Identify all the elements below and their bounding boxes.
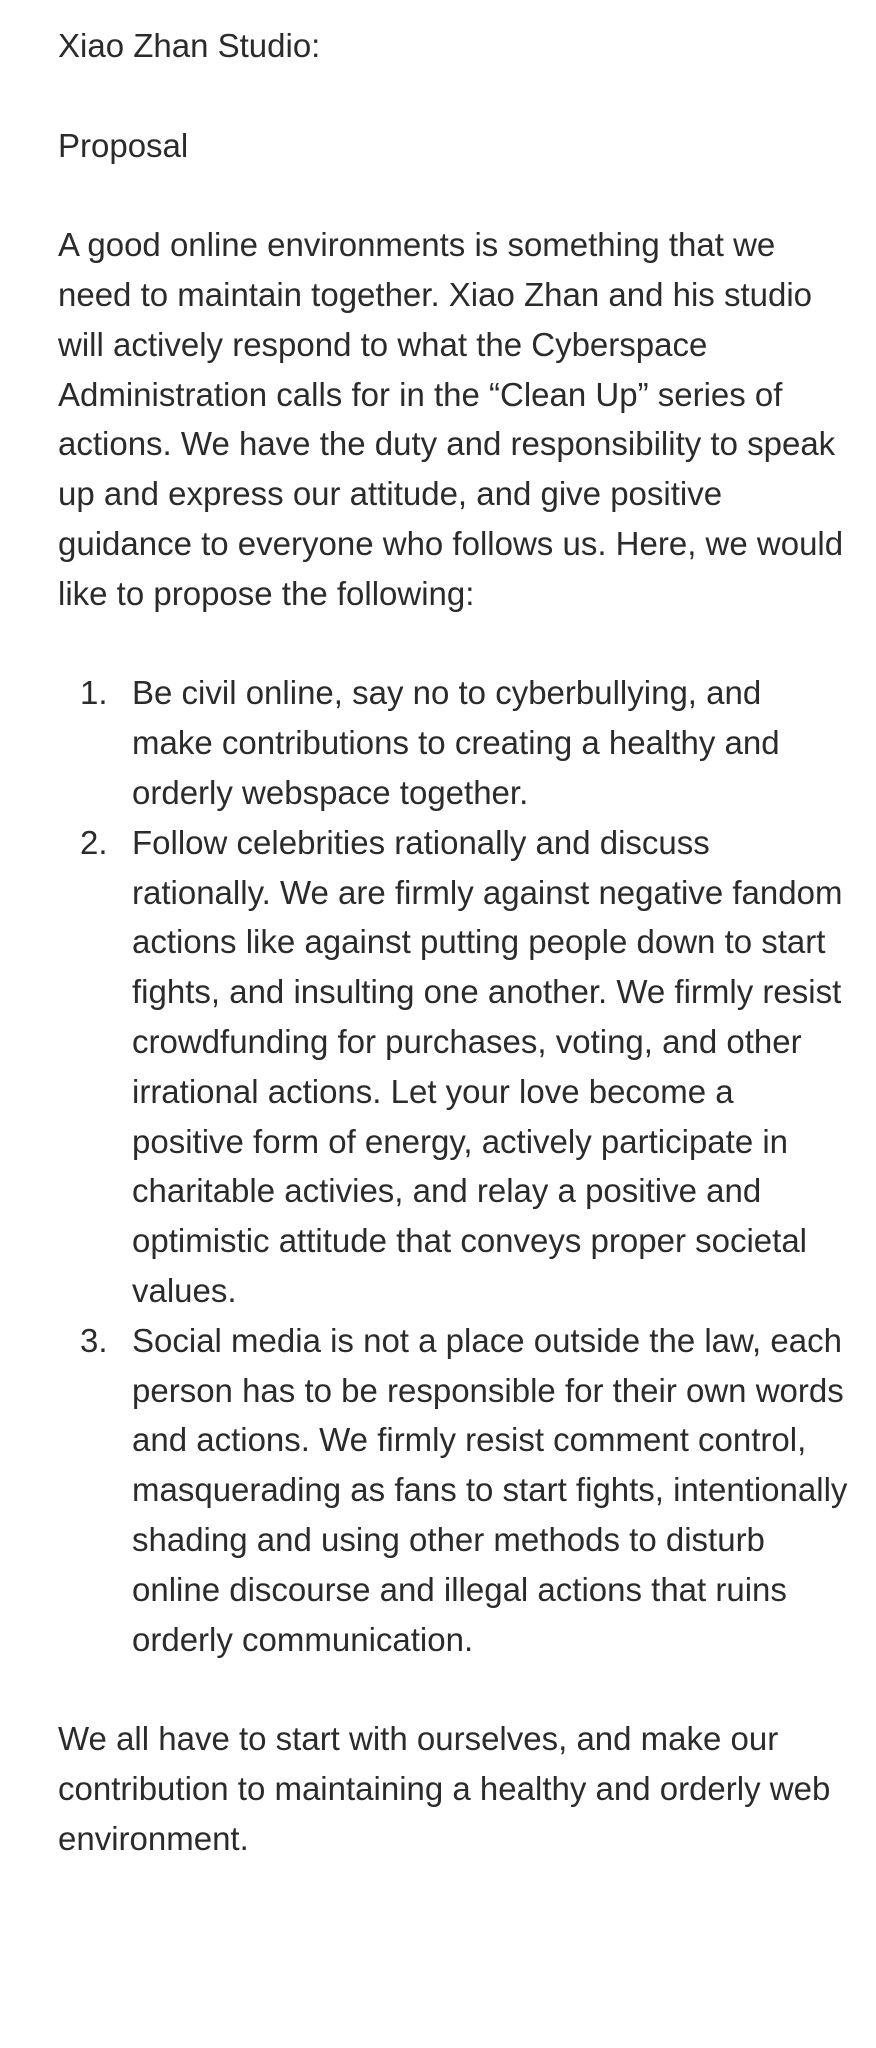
list-item (58, 668, 848, 817)
spacer (58, 619, 848, 669)
list-item (58, 1316, 848, 1665)
list-item-number: 1. (80, 674, 108, 712)
document-subheading: Proposal (58, 126, 189, 164)
proposal-document (58, 21, 848, 1863)
closing-paragraph: We all have to start with ourselves, and make our contribution to maintaining a healthy and orderly web environment. (58, 1720, 831, 1857)
intro-paragraph: A good online environments is something that we need to maintain together. Xiao Zhan and his studio will actively respond to what the Cyberspace Administration calls for in the “Clean Up” series of actions. We have the duty and responsibility to speak up and express our attitude, and give positive guidance to everyone who follows us. Here, we would like to propose the following: (58, 226, 844, 612)
list-item-text: Social media is not a place outside the law, each person has to be responsible for their own words and actions. We firmly resist comment control, masquerading as fans to start fights, intentionally shading and using other methods to disturb online discourse and illegal actions that ruins orderly communication. (132, 1321, 848, 1658)
document-heading: Xiao Zhan Studio: (58, 27, 321, 64)
spacer (58, 71, 848, 121)
spacer (58, 170, 848, 220)
list-item-number: 2. (80, 823, 108, 861)
spacer (58, 1664, 848, 1714)
list-item-text: Follow celebrities rationally and discuss rationally. We are firmly against negative fandom actions like against putting people down to start fights, and insulting one another. We firmly resist crowdfunding for purchases, voting, and other irrational actions. Let your love become a positive form of energy, actively participate in charitable activies, and relay a positive and optimistic attitude that conveys proper societal values. (132, 823, 843, 1309)
list-item-number: 3. (80, 1321, 108, 1359)
list-item-text: Be civil online, say no to cyberbullying, and make contributions to creating a healthy and orderly webspace together. (132, 674, 780, 811)
proposal-list (58, 668, 848, 1664)
list-item (58, 818, 848, 1316)
